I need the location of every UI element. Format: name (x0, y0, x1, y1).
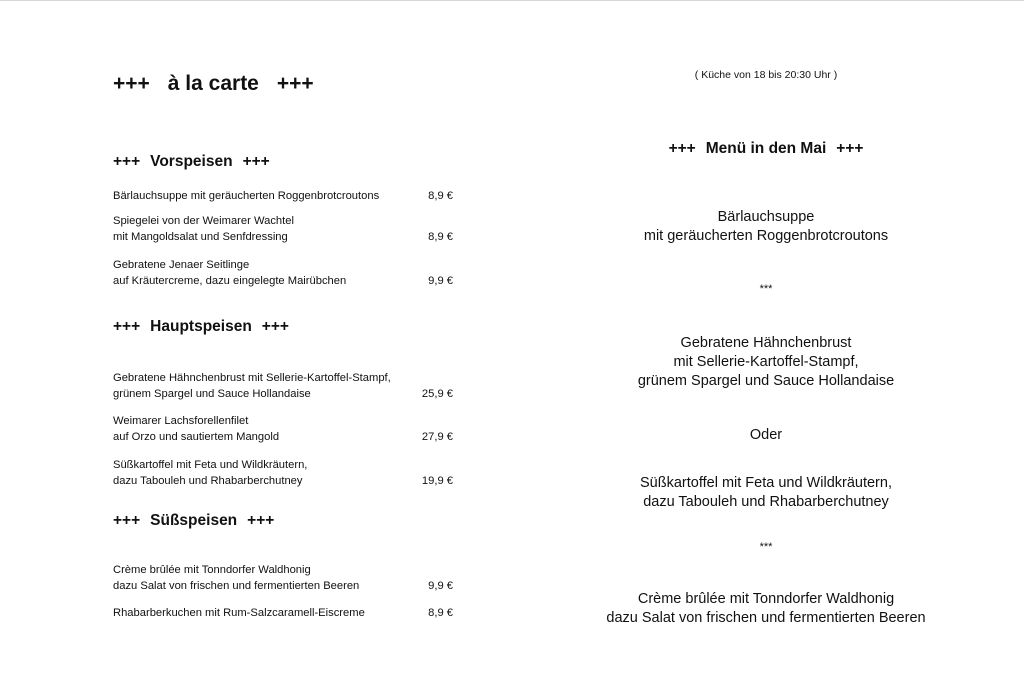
menu-title (560, 140, 972, 158)
item-price: 25,9 € (421, 388, 453, 400)
course-line: Bärlauchsuppe (717, 209, 815, 225)
section-marks-right: +++ (261, 318, 289, 335)
course-line: mit Sellerie-Kartoffel-Stampf, (673, 354, 859, 370)
course-separator: *** (759, 541, 773, 553)
item-line: dazu Tabouleh und Rhabarberchutney (113, 475, 303, 487)
item-line: Spiegelei von der Weimarer Wachtel (113, 215, 294, 227)
item-line: mit Mangoldsalat und Senfdressing (113, 231, 288, 243)
menu-item (113, 562, 453, 594)
item-line: Gebratene Jenaer Seitlinge (113, 259, 250, 271)
item-line: grünem Spargel und Sauce Hollandaise (113, 388, 311, 400)
course-line: Gebratene Hähnchenbrust (680, 335, 852, 351)
item-line: Weimarer Lachsforellenfilet (113, 415, 249, 427)
menu-item (113, 413, 453, 445)
item-line: Bärlauchsuppe mit geräucherten Roggenbrotcroutons (113, 190, 380, 202)
menu-title-marks-left: +++ (668, 140, 696, 157)
item-line: auf Kräutercreme, dazu eingelegte Mairübchen (113, 275, 347, 287)
item-line: Rhabarberkuchen mit Rum-Salzcaramell-Eiscreme (113, 607, 365, 619)
course-line: Süßkartoffel mit Feta und Wildkräutern, (640, 475, 892, 491)
menu-item (113, 370, 453, 402)
choice-word: Oder (749, 427, 783, 443)
section-marks-left: +++ (113, 318, 141, 335)
item-line: dazu Salat von frischen und fermentierten Beeren (113, 580, 360, 592)
carte-title-text: à la carte (167, 72, 259, 95)
section-title: Hauptspeisen (150, 318, 252, 335)
item-price: 8,9 € (428, 607, 453, 619)
item-price: 8,9 € (428, 190, 453, 202)
menu-item (113, 257, 453, 289)
item-price: 27,9 € (421, 431, 453, 443)
carte-title (113, 72, 314, 96)
item-line: auf Orzo und sautiertem Mangold (113, 431, 280, 443)
course-line: grünem Spargel und Sauce Hollandaise (637, 373, 895, 389)
course-line: dazu Tabouleh und Rhabarberchutney (643, 494, 889, 510)
item-price: 8,9 € (428, 231, 453, 243)
section-title: Vorspeisen (150, 153, 233, 170)
section-heading-hauptspeisen (113, 318, 289, 336)
carte-title-marks-right: +++ (276, 72, 314, 95)
section-marks-left: +++ (113, 512, 141, 529)
menu-title-marks-right: +++ (836, 140, 864, 157)
menu-item (113, 605, 453, 621)
carte-title-marks-left: +++ (113, 72, 150, 95)
item-line: Crème brûlée mit Tonndorfer Waldhonig (113, 564, 311, 576)
menu-item (113, 457, 453, 489)
item-price: 9,9 € (428, 580, 453, 592)
menu-course-main-2 (560, 474, 972, 512)
top-border (0, 0, 1024, 1)
section-marks-right: +++ (247, 512, 275, 529)
item-line: Gebratene Hähnchenbrust mit Sellerie-Kartoffel-Stampf, (113, 372, 391, 384)
item-price: 9,9 € (428, 275, 453, 287)
section-marks-left: +++ (113, 153, 141, 170)
kitchen-hours-note: ( Küche von 18 bis 20:30 Uhr ) (694, 69, 838, 81)
menu-course-main-1 (560, 334, 972, 391)
course-separator: *** (759, 283, 773, 295)
course-line: Crème brûlée mit Tonndorfer Waldhonig (637, 591, 895, 607)
item-price: 19,9 € (421, 475, 453, 487)
section-marks-right: +++ (242, 153, 270, 170)
menu-course-dessert (560, 590, 972, 628)
menu-course-starter (560, 208, 972, 246)
course-line: mit geräucherten Roggenbrotcroutons (643, 228, 889, 244)
section-heading-suessspeisen (113, 512, 274, 530)
item-line: Süßkartoffel mit Feta und Wildkräutern, (113, 459, 308, 471)
section-heading-vorspeisen (113, 153, 270, 171)
menu-item (113, 188, 453, 204)
course-line: dazu Salat von frischen und fermentierten Beeren (606, 610, 926, 626)
menu-item (113, 213, 453, 245)
section-title: Süßspeisen (150, 512, 238, 529)
menu-title-text: Menü in den Mai (705, 140, 827, 157)
